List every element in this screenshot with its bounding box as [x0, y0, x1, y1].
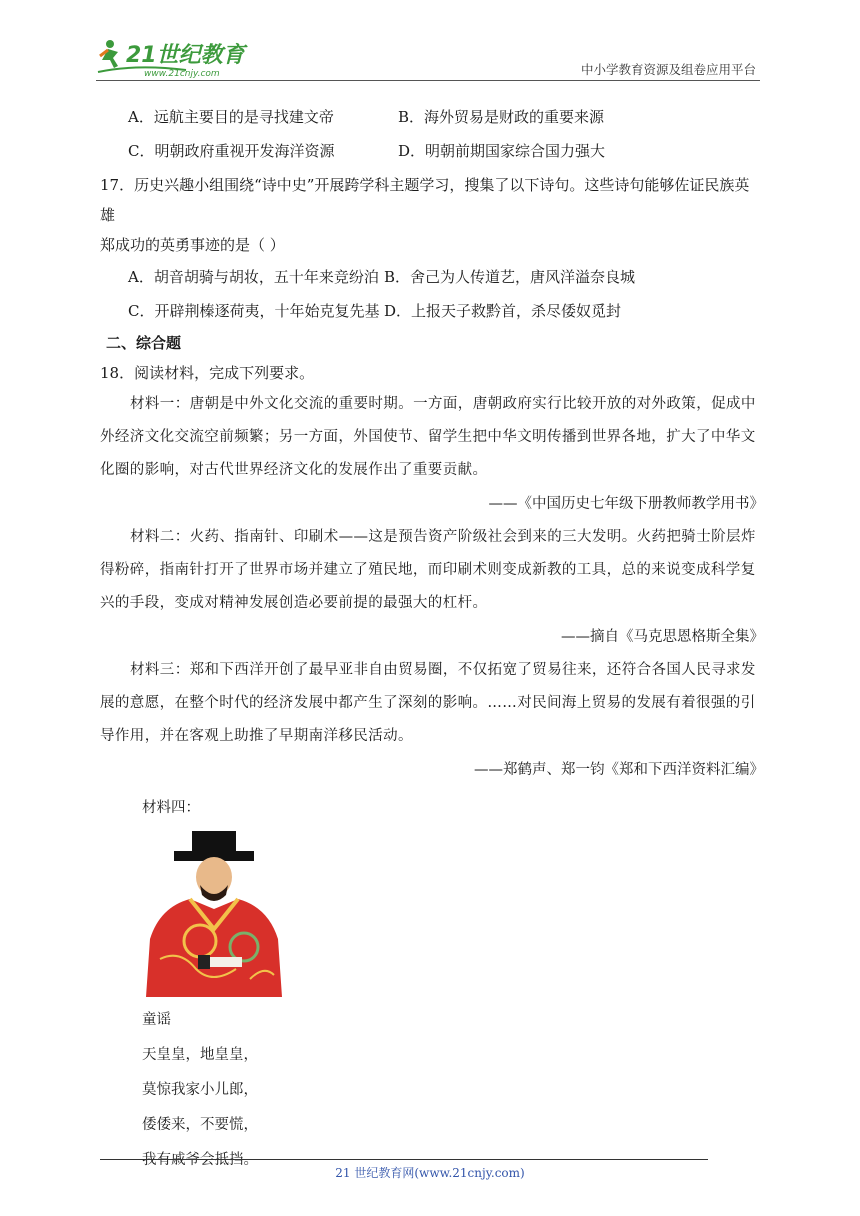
- material-four-label: 材料四：: [142, 800, 200, 816]
- q17-option-a: A．胡音胡骑与胡妆，五十年来竞纷泊: [128, 268, 379, 286]
- rhyme-line-2: 莫惊我家小儿郎，: [142, 1082, 258, 1098]
- children-rhyme: [114, 1003, 764, 1178]
- q17-stem: [100, 170, 764, 260]
- q17-options-row-2: [114, 294, 764, 328]
- q17-options-row-1: [114, 260, 764, 294]
- material-three-source: ——郑鹤声、郑一钧《郑和下西洋资料汇编》: [474, 762, 764, 778]
- rhyme-line-1: 天皇皇，地皇皇，: [142, 1047, 258, 1063]
- q16-option-a: A．远航主要目的是寻找建文帝: [128, 108, 334, 126]
- rhyme-line-4: 我有戚爷会抵挡。: [142, 1152, 258, 1168]
- logo-url-text: www.21cnjy.com: [144, 69, 220, 79]
- footer-divider: [100, 1159, 708, 1160]
- rhyme-line-3: 倭倭来，不要慌，: [142, 1117, 258, 1133]
- q16-option-c: C．明朝政府重视开发海洋资源: [128, 142, 335, 160]
- footer-text: 21 世纪教育网(www.21cnjy.com): [335, 1166, 525, 1180]
- exam-content: [100, 100, 764, 1178]
- q16-options-row-1: [114, 100, 764, 134]
- q16-options-row-2: [114, 134, 764, 168]
- logo-text: 21世纪教育: [126, 43, 245, 68]
- material-two-source: ——摘自《马克思恩格斯全集》: [561, 629, 764, 645]
- material-two: 材料二：火药、指南针、印刷术——这是预告资产阶级社会到来的三大发明。火药把骑士阶层炸得粉碎，指南针打开了世界市场并建立了殖民地，而印刷术则变成新教的工具，总的来说变成科学复兴的手段，变成对精神发展创造必要前提的最强大的杠杆。: [100, 529, 756, 611]
- q16-option-d: D．明朝前期国家综合国力强大: [398, 142, 606, 160]
- site-logo: [96, 36, 276, 80]
- platform-title: 中小学教育资源及组卷应用平台: [580, 62, 756, 77]
- q16-option-b: B．海外贸易是财政的重要来源: [398, 108, 605, 126]
- ming-official-portrait-icon: [140, 829, 308, 997]
- header-divider: [96, 80, 760, 81]
- q17-stem-line-2: 郑成功的英勇事迹的是（ ）: [100, 236, 285, 254]
- material-one-source: ——《中国历史七年级下册教师教学用书》: [488, 496, 764, 512]
- rhyme-title: 童谣: [142, 1012, 171, 1028]
- section-heading: 二、综合题: [106, 334, 182, 352]
- q17-stem-line-1: 17．历史兴趣小组围绕“诗中史”开展跨学科主题学习，搜集了以下诗句。这些诗句能够佐证民族英雄: [100, 176, 750, 224]
- q17-option-c: C．开辟荆榛逐荷夷，十年始克复先基: [128, 302, 380, 320]
- q17-option-d: D．上报天子救黔首，杀尽倭奴觅封: [384, 302, 622, 320]
- running-figure-logo-icon: [96, 36, 276, 80]
- q18-stem: 18．阅读材料，完成下列要求。: [100, 364, 315, 382]
- material-three: 材料三：郑和下西洋开创了最早亚非自由贸易圈，不仅拓宽了贸易往来，还符合各国人民寻求发展的意愿，在整个时代的经济发展中都产生了深刻的影响。……对民间海上贸易的发展有着很强的引导作用，并在客观上助推了早期南洋移民活动。: [100, 662, 756, 744]
- q17-option-b: B．舍己为人传道艺，唐风洋溢奈良城: [384, 268, 636, 286]
- material-one: 材料一：唐朝是中外文化交流的重要时期。一方面，唐朝政府实行比较开放的对外政策，促成中外经济文化交流空前频繁；另一方面，外国使节、留学生把中华文明传播到世界各地，扩大了中华文化圈的影响，对古代世界经济文化的发展作出了重要贡献。: [100, 396, 756, 478]
